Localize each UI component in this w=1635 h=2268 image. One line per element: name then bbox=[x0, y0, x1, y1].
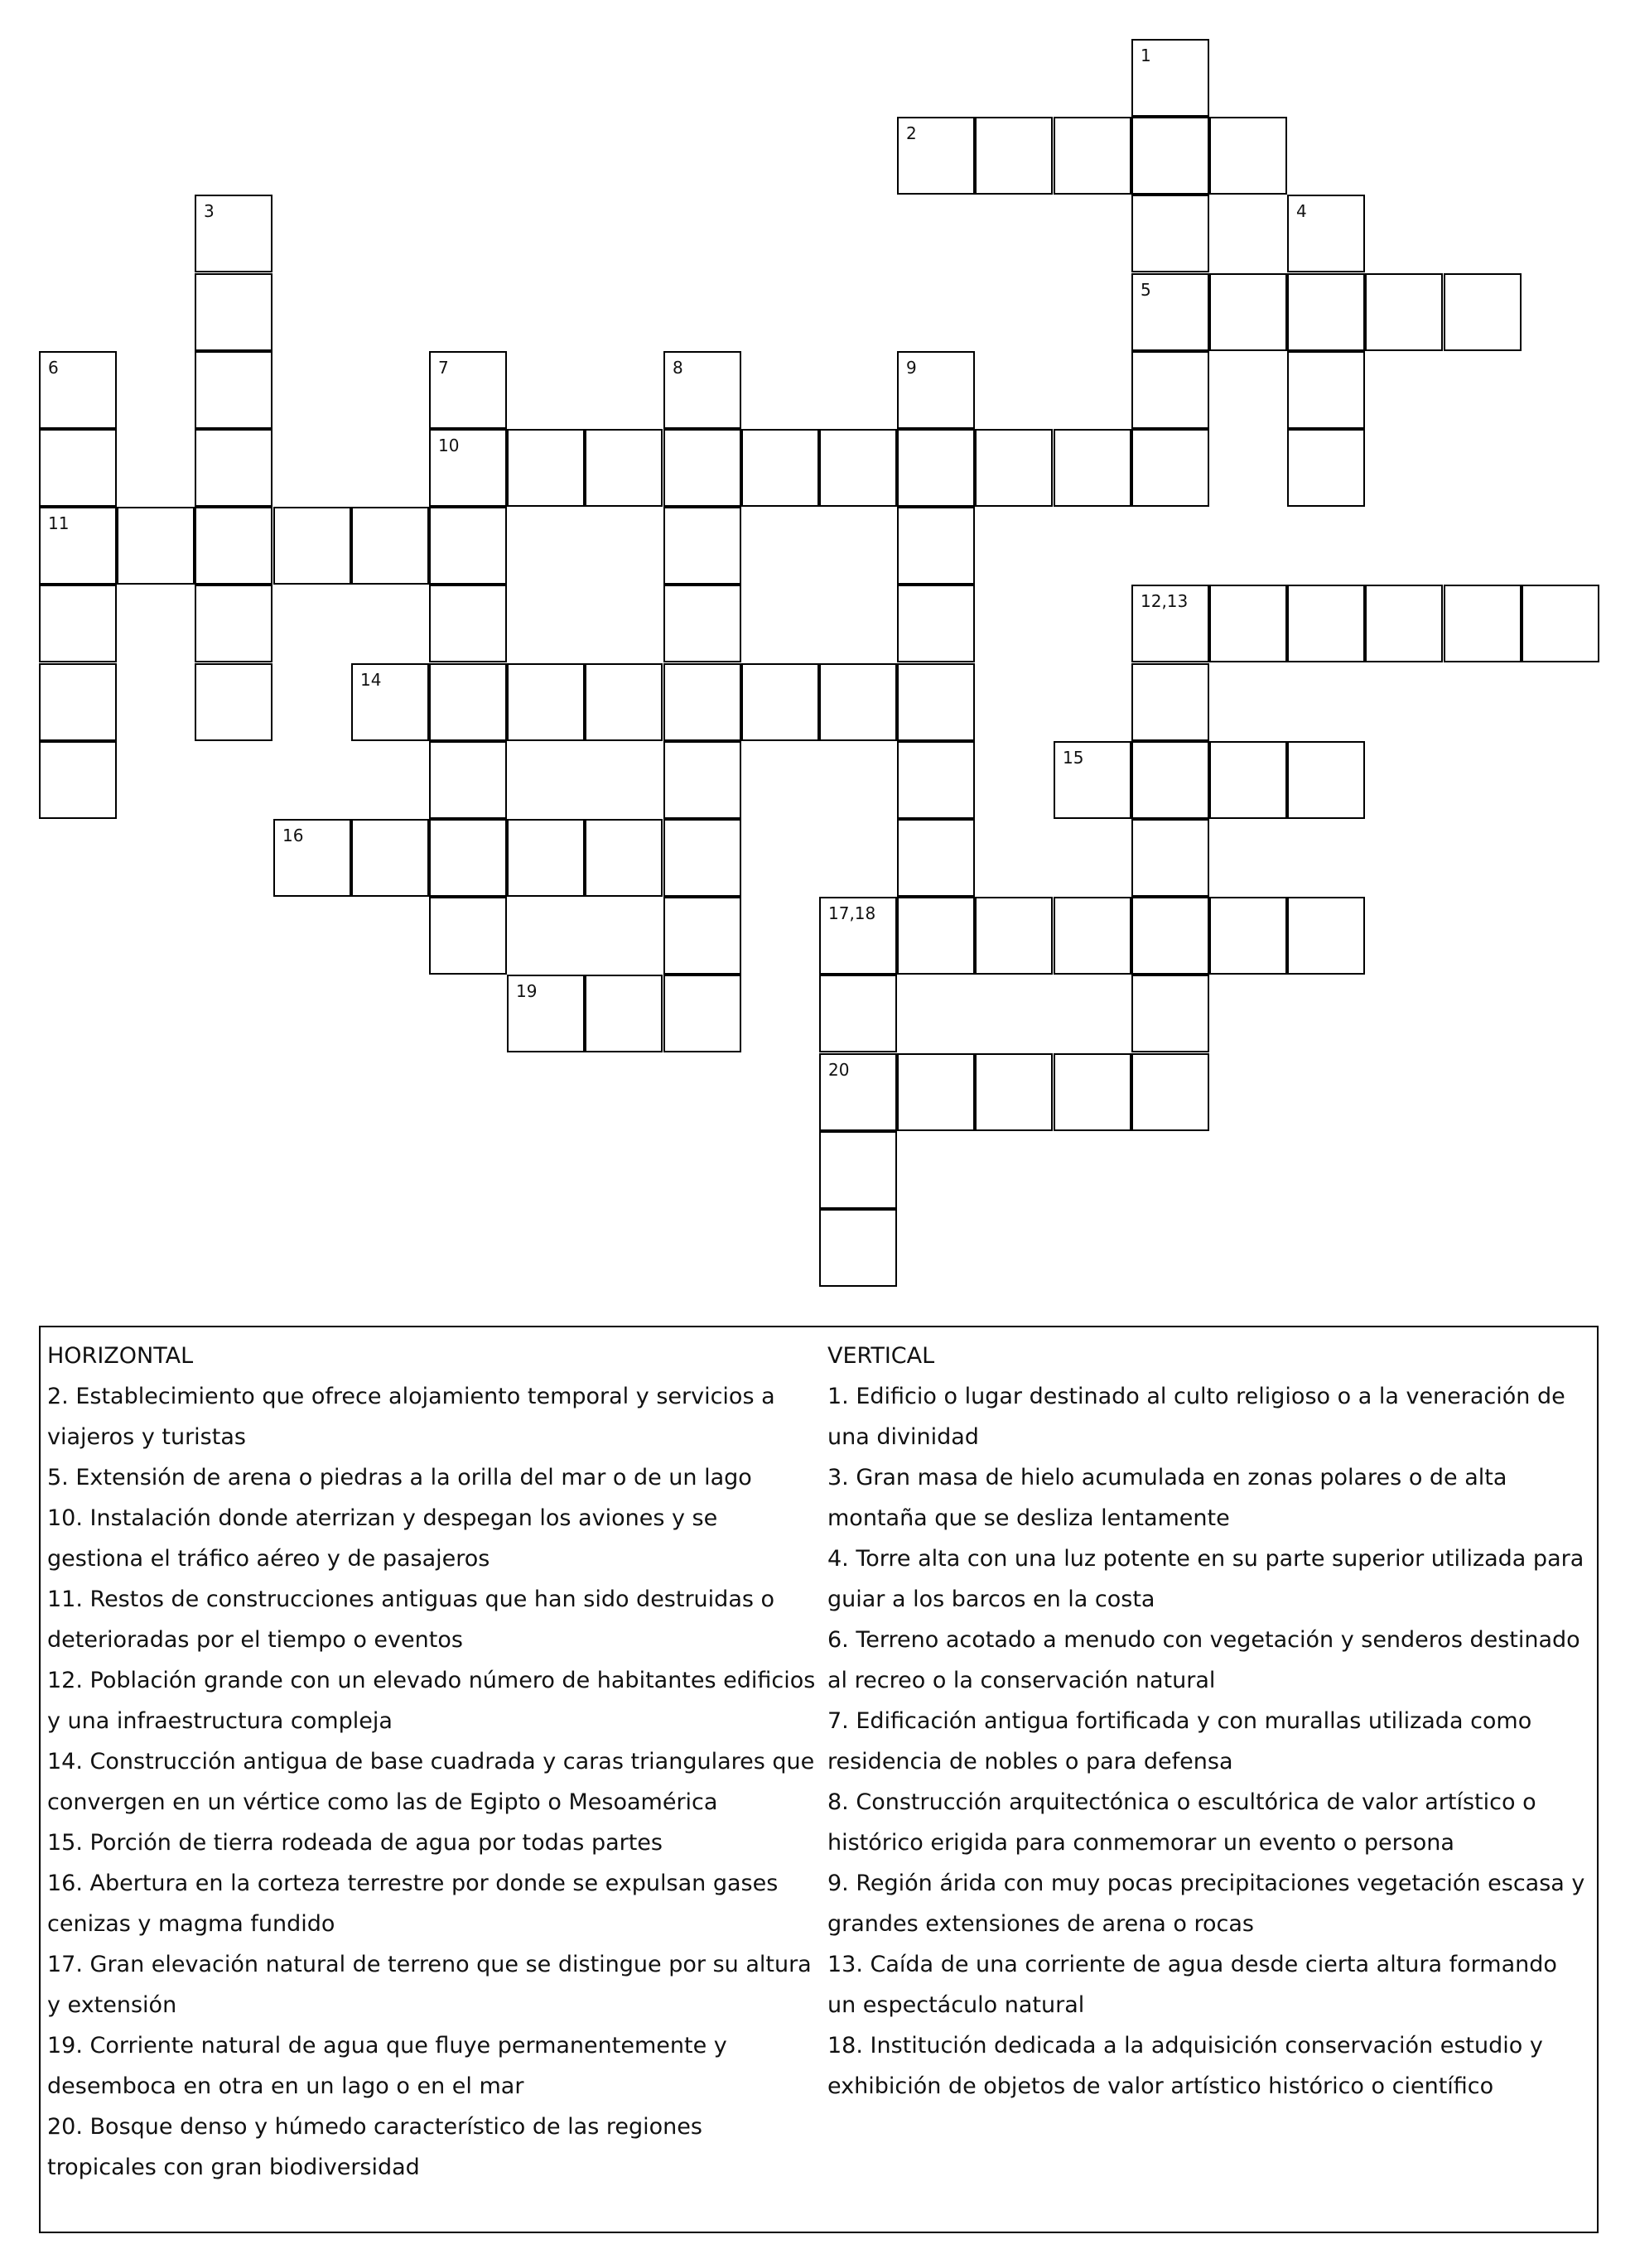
grid-cell[interactable] bbox=[897, 585, 975, 662]
grid-cell[interactable] bbox=[39, 429, 117, 507]
grid-cell[interactable] bbox=[1131, 273, 1209, 351]
grid-cell[interactable] bbox=[1131, 663, 1209, 741]
grid-cell[interactable] bbox=[897, 819, 975, 897]
grid-cell[interactable] bbox=[195, 507, 272, 585]
cell-number: 9 bbox=[906, 358, 917, 378]
grid-cell[interactable] bbox=[897, 429, 975, 507]
grid-cell[interactable] bbox=[663, 819, 741, 897]
grid-cell[interactable] bbox=[1444, 273, 1522, 351]
grid-cell[interactable] bbox=[429, 429, 507, 507]
grid-cell[interactable] bbox=[429, 897, 507, 975]
cell-number: 11 bbox=[48, 513, 70, 533]
grid-cell[interactable] bbox=[39, 351, 117, 429]
grid-cell[interactable] bbox=[663, 897, 741, 975]
horizontal-clue: 12. Población grande con un elevado número de habitantes edificios y una infraestructura compleja bbox=[47, 1668, 816, 1734]
grid-cell[interactable] bbox=[195, 585, 272, 662]
horizontal-clue: 15. Porción de tierra rodeada de agua por todas partes bbox=[47, 1830, 663, 1856]
grid-cell[interactable] bbox=[975, 897, 1053, 975]
grid-cell[interactable] bbox=[39, 585, 117, 662]
grid-cell[interactable] bbox=[1365, 273, 1443, 351]
grid-cell[interactable] bbox=[975, 429, 1053, 507]
grid-cell[interactable] bbox=[1131, 585, 1209, 662]
horizontal-clue: 14. Construcción antigua de base cuadrada y caras triangulares que convergen en un vértice como las de Egipto o Mesoamérica bbox=[47, 1749, 815, 1815]
horizontal-clues-title: HORIZONTAL bbox=[47, 1343, 194, 1369]
grid-cell[interactable] bbox=[195, 663, 272, 741]
horizontal-clue: 17. Gran elevación natural de terreno que se distingue por su altura y extensión bbox=[47, 1952, 812, 2018]
grid-cell[interactable] bbox=[1209, 117, 1287, 195]
vertical-clue: 18. Institución dedicada a la adquisición conservación estudio y exhibición de objetos de valor artístico histórico o científico bbox=[827, 2033, 1543, 2099]
cell-number: 2 bbox=[906, 123, 917, 143]
grid-cell[interactable] bbox=[1131, 741, 1209, 819]
vertical-clue: 7. Edificación antigua fortificada y con murallas utilizada como residencia de nobles o para defensa bbox=[827, 1708, 1532, 1774]
grid-cell[interactable] bbox=[1054, 897, 1131, 975]
grid-cell[interactable] bbox=[1287, 585, 1365, 662]
grid-cell[interactable] bbox=[897, 741, 975, 819]
grid-cell[interactable] bbox=[1054, 117, 1131, 195]
grid-cell[interactable] bbox=[897, 663, 975, 741]
cell-number: 7 bbox=[438, 358, 449, 378]
cell-number: 8 bbox=[673, 358, 683, 378]
horizontal-clue-list bbox=[47, 1376, 818, 2188]
grid-cell[interactable] bbox=[117, 507, 195, 585]
grid-cell[interactable] bbox=[1054, 741, 1131, 819]
grid-cell[interactable] bbox=[819, 897, 897, 975]
grid-cell[interactable] bbox=[429, 819, 507, 897]
grid-cell[interactable] bbox=[1054, 1053, 1131, 1131]
grid-cell[interactable] bbox=[1287, 429, 1365, 507]
grid-cell[interactable] bbox=[663, 351, 741, 429]
grid-cell[interactable] bbox=[1131, 195, 1209, 272]
grid-cell[interactable] bbox=[585, 819, 663, 897]
grid-cell[interactable] bbox=[351, 819, 429, 897]
grid-cell[interactable] bbox=[819, 1209, 897, 1287]
horizontal-clue: 19. Corriente natural de agua que fluye permanentemente y desemboca en otra en un lago o en el mar bbox=[47, 2033, 727, 2099]
grid-cell[interactable] bbox=[897, 1053, 975, 1131]
vertical-clue: 3. Gran masa de hielo acumulada en zonas polares o de alta montaña que se desliza lentamente bbox=[827, 1465, 1507, 1531]
cell-number: 16 bbox=[282, 826, 304, 845]
grid-cell[interactable] bbox=[819, 1131, 897, 1209]
grid-cell[interactable] bbox=[1054, 429, 1131, 507]
grid-cell[interactable] bbox=[663, 741, 741, 819]
grid-cell[interactable] bbox=[1131, 975, 1209, 1052]
horizontal-clues-column bbox=[47, 1336, 818, 2188]
grid-cell[interactable] bbox=[1209, 585, 1287, 662]
grid-cell[interactable] bbox=[1287, 273, 1365, 351]
grid-cell[interactable] bbox=[975, 1053, 1053, 1131]
grid-cell[interactable] bbox=[663, 975, 741, 1052]
cell-number: 19 bbox=[516, 981, 538, 1001]
horizontal-clue: 5. Extensión de arena o piedras a la orilla del mar o de un lago bbox=[47, 1465, 752, 1490]
vertical-clues-column bbox=[827, 1336, 1589, 2107]
grid-cell[interactable] bbox=[429, 741, 507, 819]
grid-cell[interactable] bbox=[39, 507, 117, 585]
cell-number: 15 bbox=[1063, 748, 1084, 768]
grid-cell[interactable] bbox=[1444, 585, 1522, 662]
vertical-clue: 6. Terreno acotado a menudo con vegetación y senderos destinado al recreo o la conservación natural bbox=[827, 1627, 1580, 1693]
grid-cell[interactable] bbox=[429, 507, 507, 585]
grid-cell[interactable] bbox=[273, 819, 351, 897]
vertical-clue: 1. Edificio o lugar destinado al culto religioso o a la veneración de una divinidad bbox=[827, 1384, 1565, 1450]
cell-number: 3 bbox=[204, 201, 215, 221]
grid-cell[interactable] bbox=[1522, 585, 1599, 662]
grid-cell[interactable] bbox=[39, 663, 117, 741]
grid-cell[interactable] bbox=[195, 195, 272, 272]
cell-number: 6 bbox=[48, 358, 59, 378]
cell-number: 5 bbox=[1141, 280, 1151, 300]
grid-cell[interactable] bbox=[1365, 585, 1443, 662]
grid-cell[interactable] bbox=[819, 1053, 897, 1131]
grid-cell[interactable] bbox=[663, 663, 741, 741]
horizontal-clue: 11. Restos de construcciones antiguas que han sido destruidas o deterioradas por el tiempo o eventos bbox=[47, 1587, 775, 1653]
grid-cell[interactable] bbox=[507, 819, 585, 897]
grid-cell[interactable] bbox=[819, 663, 897, 741]
grid-cell[interactable] bbox=[195, 273, 272, 351]
vertical-clue: 9. Región árida con muy pocas precipitaciones vegetación escasa y grandes extensiones de arena o rocas bbox=[827, 1871, 1585, 1937]
grid-cell[interactable] bbox=[429, 585, 507, 662]
grid-cell[interactable] bbox=[1131, 1053, 1209, 1131]
grid-cell[interactable] bbox=[507, 975, 585, 1052]
cell-number: 4 bbox=[1296, 201, 1307, 221]
grid-cell[interactable] bbox=[897, 897, 975, 975]
clues-box bbox=[39, 1326, 1599, 2233]
horizontal-clue: 10. Instalación donde aterrizan y despegan los aviones y se gestiona el tráfico aéreo y de pasajeros bbox=[47, 1505, 718, 1572]
grid-cell[interactable] bbox=[1131, 351, 1209, 429]
grid-cell[interactable] bbox=[273, 507, 351, 585]
grid-cell[interactable] bbox=[975, 117, 1053, 195]
grid-cell[interactable] bbox=[897, 117, 975, 195]
cell-number: 14 bbox=[360, 670, 382, 690]
vertical-clue: 8. Construcción arquitectónica o escultórica de valor artístico o histórico erigida para conmemorar un evento o persona bbox=[827, 1789, 1536, 1856]
grid-cell[interactable] bbox=[897, 351, 975, 429]
grid-cell[interactable] bbox=[1131, 897, 1209, 975]
cell-number: 17,18 bbox=[828, 903, 876, 923]
vertical-clues-title: VERTICAL bbox=[827, 1343, 935, 1369]
grid-cell[interactable] bbox=[585, 429, 663, 507]
grid-cell[interactable] bbox=[195, 351, 272, 429]
grid-cell[interactable] bbox=[1287, 351, 1365, 429]
grid-cell[interactable] bbox=[1287, 897, 1365, 975]
grid-cell[interactable] bbox=[1131, 117, 1209, 195]
grid-cell[interactable] bbox=[741, 429, 819, 507]
grid-cell[interactable] bbox=[663, 585, 741, 662]
vertical-clue-list bbox=[827, 1376, 1589, 2107]
grid-cell[interactable] bbox=[1209, 897, 1287, 975]
grid-cell[interactable] bbox=[351, 663, 429, 741]
grid-cell[interactable] bbox=[1287, 195, 1365, 272]
grid-cell[interactable] bbox=[897, 507, 975, 585]
grid-cell[interactable] bbox=[1209, 273, 1287, 351]
horizontal-clue: 16. Abertura en la corteza terrestre por donde se expulsan gases cenizas y magma fundido bbox=[47, 1871, 779, 1937]
grid-cell[interactable] bbox=[663, 429, 741, 507]
grid-cell[interactable] bbox=[195, 429, 272, 507]
horizontal-clue: 20. Bosque denso y húmedo característico de las regiones tropicales con gran biodiversidad bbox=[47, 2114, 702, 2180]
grid-cell[interactable] bbox=[585, 975, 663, 1052]
cell-number: 1 bbox=[1141, 46, 1151, 65]
grid-cell[interactable] bbox=[585, 663, 663, 741]
grid-cell[interactable] bbox=[1209, 741, 1287, 819]
grid-cell[interactable] bbox=[1131, 819, 1209, 897]
grid-cell[interactable] bbox=[1287, 741, 1365, 819]
horizontal-clue: 2. Establecimiento que ofrece alojamiento temporal y servicios a viajeros y turistas bbox=[47, 1384, 775, 1450]
grid-cell[interactable] bbox=[741, 663, 819, 741]
cell-number: 12,13 bbox=[1141, 591, 1189, 611]
grid-cell[interactable] bbox=[429, 351, 507, 429]
vertical-clue: 13. Caída de una corriente de agua desde cierta altura formando un espectáculo natural bbox=[827, 1952, 1557, 2018]
grid-cell[interactable] bbox=[819, 429, 897, 507]
cell-number: 20 bbox=[828, 1060, 850, 1080]
grid-cell[interactable] bbox=[507, 429, 585, 507]
grid-cell[interactable] bbox=[1131, 429, 1209, 507]
grid-cell[interactable] bbox=[1131, 39, 1209, 117]
grid-cell[interactable] bbox=[819, 975, 897, 1052]
vertical-clue: 4. Torre alta con una luz potente en su parte superior utilizada para guiar a los barcos en la costa bbox=[827, 1546, 1584, 1612]
grid-cell[interactable] bbox=[429, 663, 507, 741]
grid-cell[interactable] bbox=[507, 663, 585, 741]
grid-cell[interactable] bbox=[351, 507, 429, 585]
grid-cell[interactable] bbox=[663, 507, 741, 585]
grid-cell[interactable] bbox=[39, 741, 117, 819]
cell-number: 10 bbox=[438, 436, 460, 455]
